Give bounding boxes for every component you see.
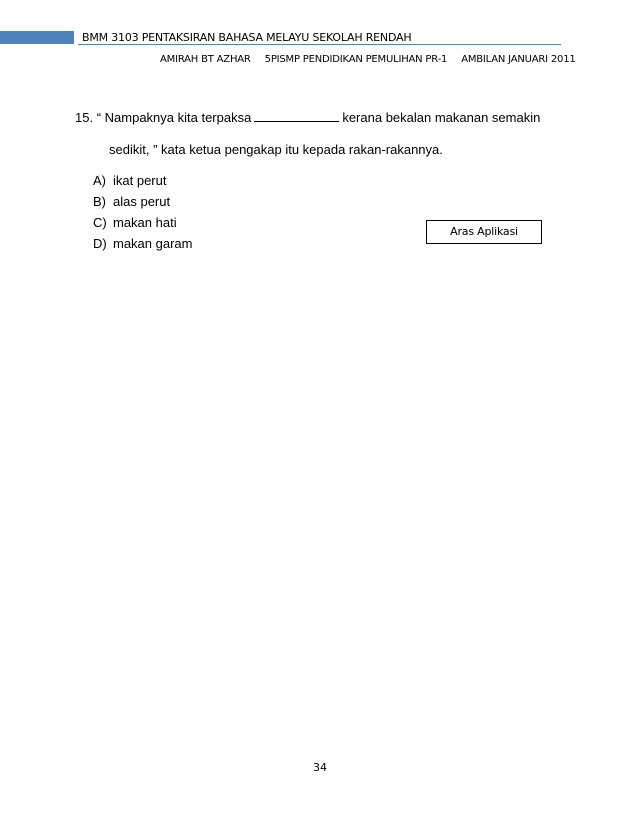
author-name: AMIRAH BT AZHAR (160, 54, 251, 65)
author-info-line (160, 52, 580, 67)
option-b (93, 191, 343, 212)
option-text: makan garam (113, 236, 193, 251)
course-title: BMM 3103 PENTAKSIRAN BAHASA MELAYU SEKOLAH RENDAH (82, 31, 412, 44)
option-c (93, 212, 343, 233)
option-a (93, 170, 343, 191)
question-text-after-blank: kerana bekalan makanan semakin (342, 110, 541, 125)
option-letter: C) (93, 215, 107, 230)
option-text: alas perut (113, 194, 171, 209)
header-accent-bar (0, 31, 74, 44)
question-text-before-blank: “ Nampaknya kita terpaksa (96, 110, 252, 125)
option-d (93, 233, 343, 254)
option-text: makan hati (113, 215, 177, 230)
question-line-1 (75, 109, 575, 127)
option-letter: D) (93, 236, 107, 251)
question-line-2: sedikit, ” kata ketua pengakap itu kepada rakan-rakannya. (109, 142, 443, 157)
answer-blank (254, 109, 339, 122)
question-number: 15. (75, 110, 94, 125)
option-letter: B) (93, 194, 106, 209)
program-name: 5PISMP PENDIDIKAN PEMULIHAN PR-1 (264, 54, 448, 65)
option-letter: A) (93, 173, 106, 188)
header-divider (78, 44, 561, 45)
level-label-box: Aras Aplikasi (426, 220, 542, 244)
page-number: 34 (313, 761, 327, 774)
option-text: ikat perut (113, 173, 167, 188)
answer-options (93, 170, 343, 254)
intake-label: AMBILAN JANUARI 2011 (461, 54, 576, 65)
